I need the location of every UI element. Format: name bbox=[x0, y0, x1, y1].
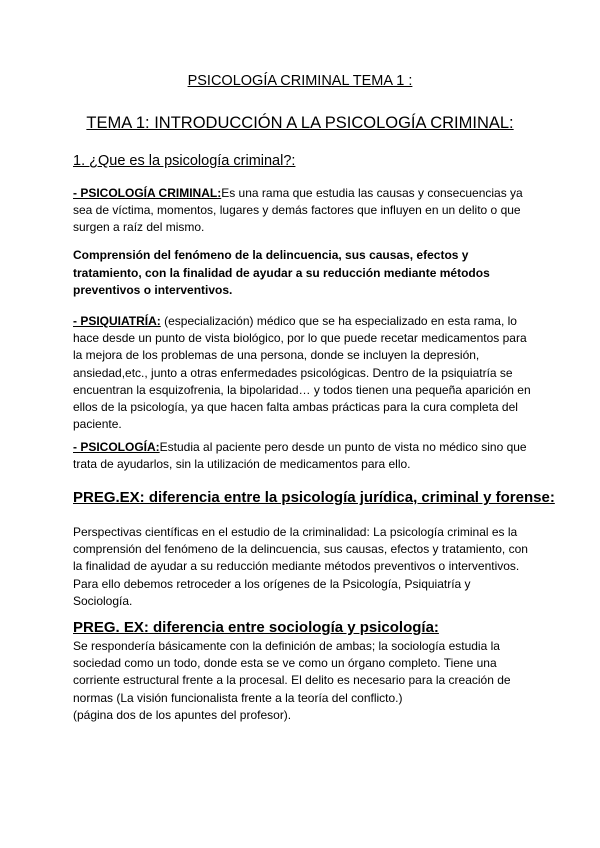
note-apuntes: (página dos de los apuntes del profesor). bbox=[73, 707, 292, 722]
document-title: PSICOLOGÍA CRIMINAL TEMA 1 : bbox=[187, 73, 413, 89]
paragraph-psiquiatria bbox=[73, 313, 533, 433]
sociologia-text: Se respondería básicamente con la definición de ambas; la sociología estudia la sociedad como un todo, donde esta se ve como un órgano completo. Tiene una corriente estructural frente a la procesal. El delito es necesario para la creación de normas (La visión funcionalista frente a la teoría del conflicto.) bbox=[73, 639, 511, 705]
paragraph-psicologia-criminal bbox=[73, 185, 533, 237]
exam-question-heading-1: PREG.EX: diferencia entre la psicología jurídica, criminal y forense: bbox=[73, 489, 555, 506]
bold-statement: Comprensión del fenómeno de la delincuencia, sus causas, efectos y tratamiento, con la finalidad de ayudar a su reducción mediante métodos preventivos o interventivos. bbox=[73, 248, 490, 298]
definition-psiquiatria: (especialización) médico que se ha especializado en esta rama, lo hace desde un punto de vista biológico, por lo que puede recetar medicamentos para la mejora de los problemas de una persona, donde se incluyen la depresión, ansiedad,etc., junto a otras enfermedades psicológicas. Dentro de la psiquiatría se encuentran la esquizofrenia, la bipolaridad… y todos tienen una pequeña aparición en ellos de la psicología, ya que hacen falta ambas prácticas para la cura completa del paciente. bbox=[73, 314, 531, 432]
term-psiquiatria: - PSIQUIATRÍA: bbox=[73, 314, 161, 328]
definition-psicologia: Estudia al paciente pero desde un punto de vista no médico sino que trata de ayudarlos, sin la utilización de medicamentos para ello. bbox=[73, 440, 527, 472]
definition-psicologia-criminal: Es una rama que estudia las causas y consecuencias ya sea de víctima, momentos, lugares y demás factores que influyen en un delito o que surgen a raíz del mismo. bbox=[73, 186, 523, 235]
exam-question-heading-2: PREG. EX: diferencia entre sociología y psicología: bbox=[73, 619, 439, 636]
document-subtitle: TEMA 1: INTRODUCCIÓN A LA PSICOLOGÍA CRIMINAL: bbox=[86, 114, 514, 132]
section-heading-que-es: 1. ¿Que es la psicología criminal?: bbox=[73, 153, 296, 169]
paragraph-perspectivas: Perspectivas científicas en el estudio de la criminalidad: La psicología criminal es la comprensión del fenómeno de la delincuencia, sus causas, efectos y tratamiento, con la finalidad de ayudar a su reducción mediante métodos preventivos o interventivos. Para ello debemos retroceder a los orígenes de la Psicología, Psiquiatría y Sociología. bbox=[73, 525, 528, 608]
term-psicologia: - PSICOLOGÍA: bbox=[73, 440, 160, 454]
term-psicologia-criminal: - PSICOLOGÍA CRIMINAL: bbox=[73, 186, 222, 200]
paragraph-psicologia bbox=[73, 439, 533, 473]
paragraph-sociologia bbox=[73, 638, 533, 724]
